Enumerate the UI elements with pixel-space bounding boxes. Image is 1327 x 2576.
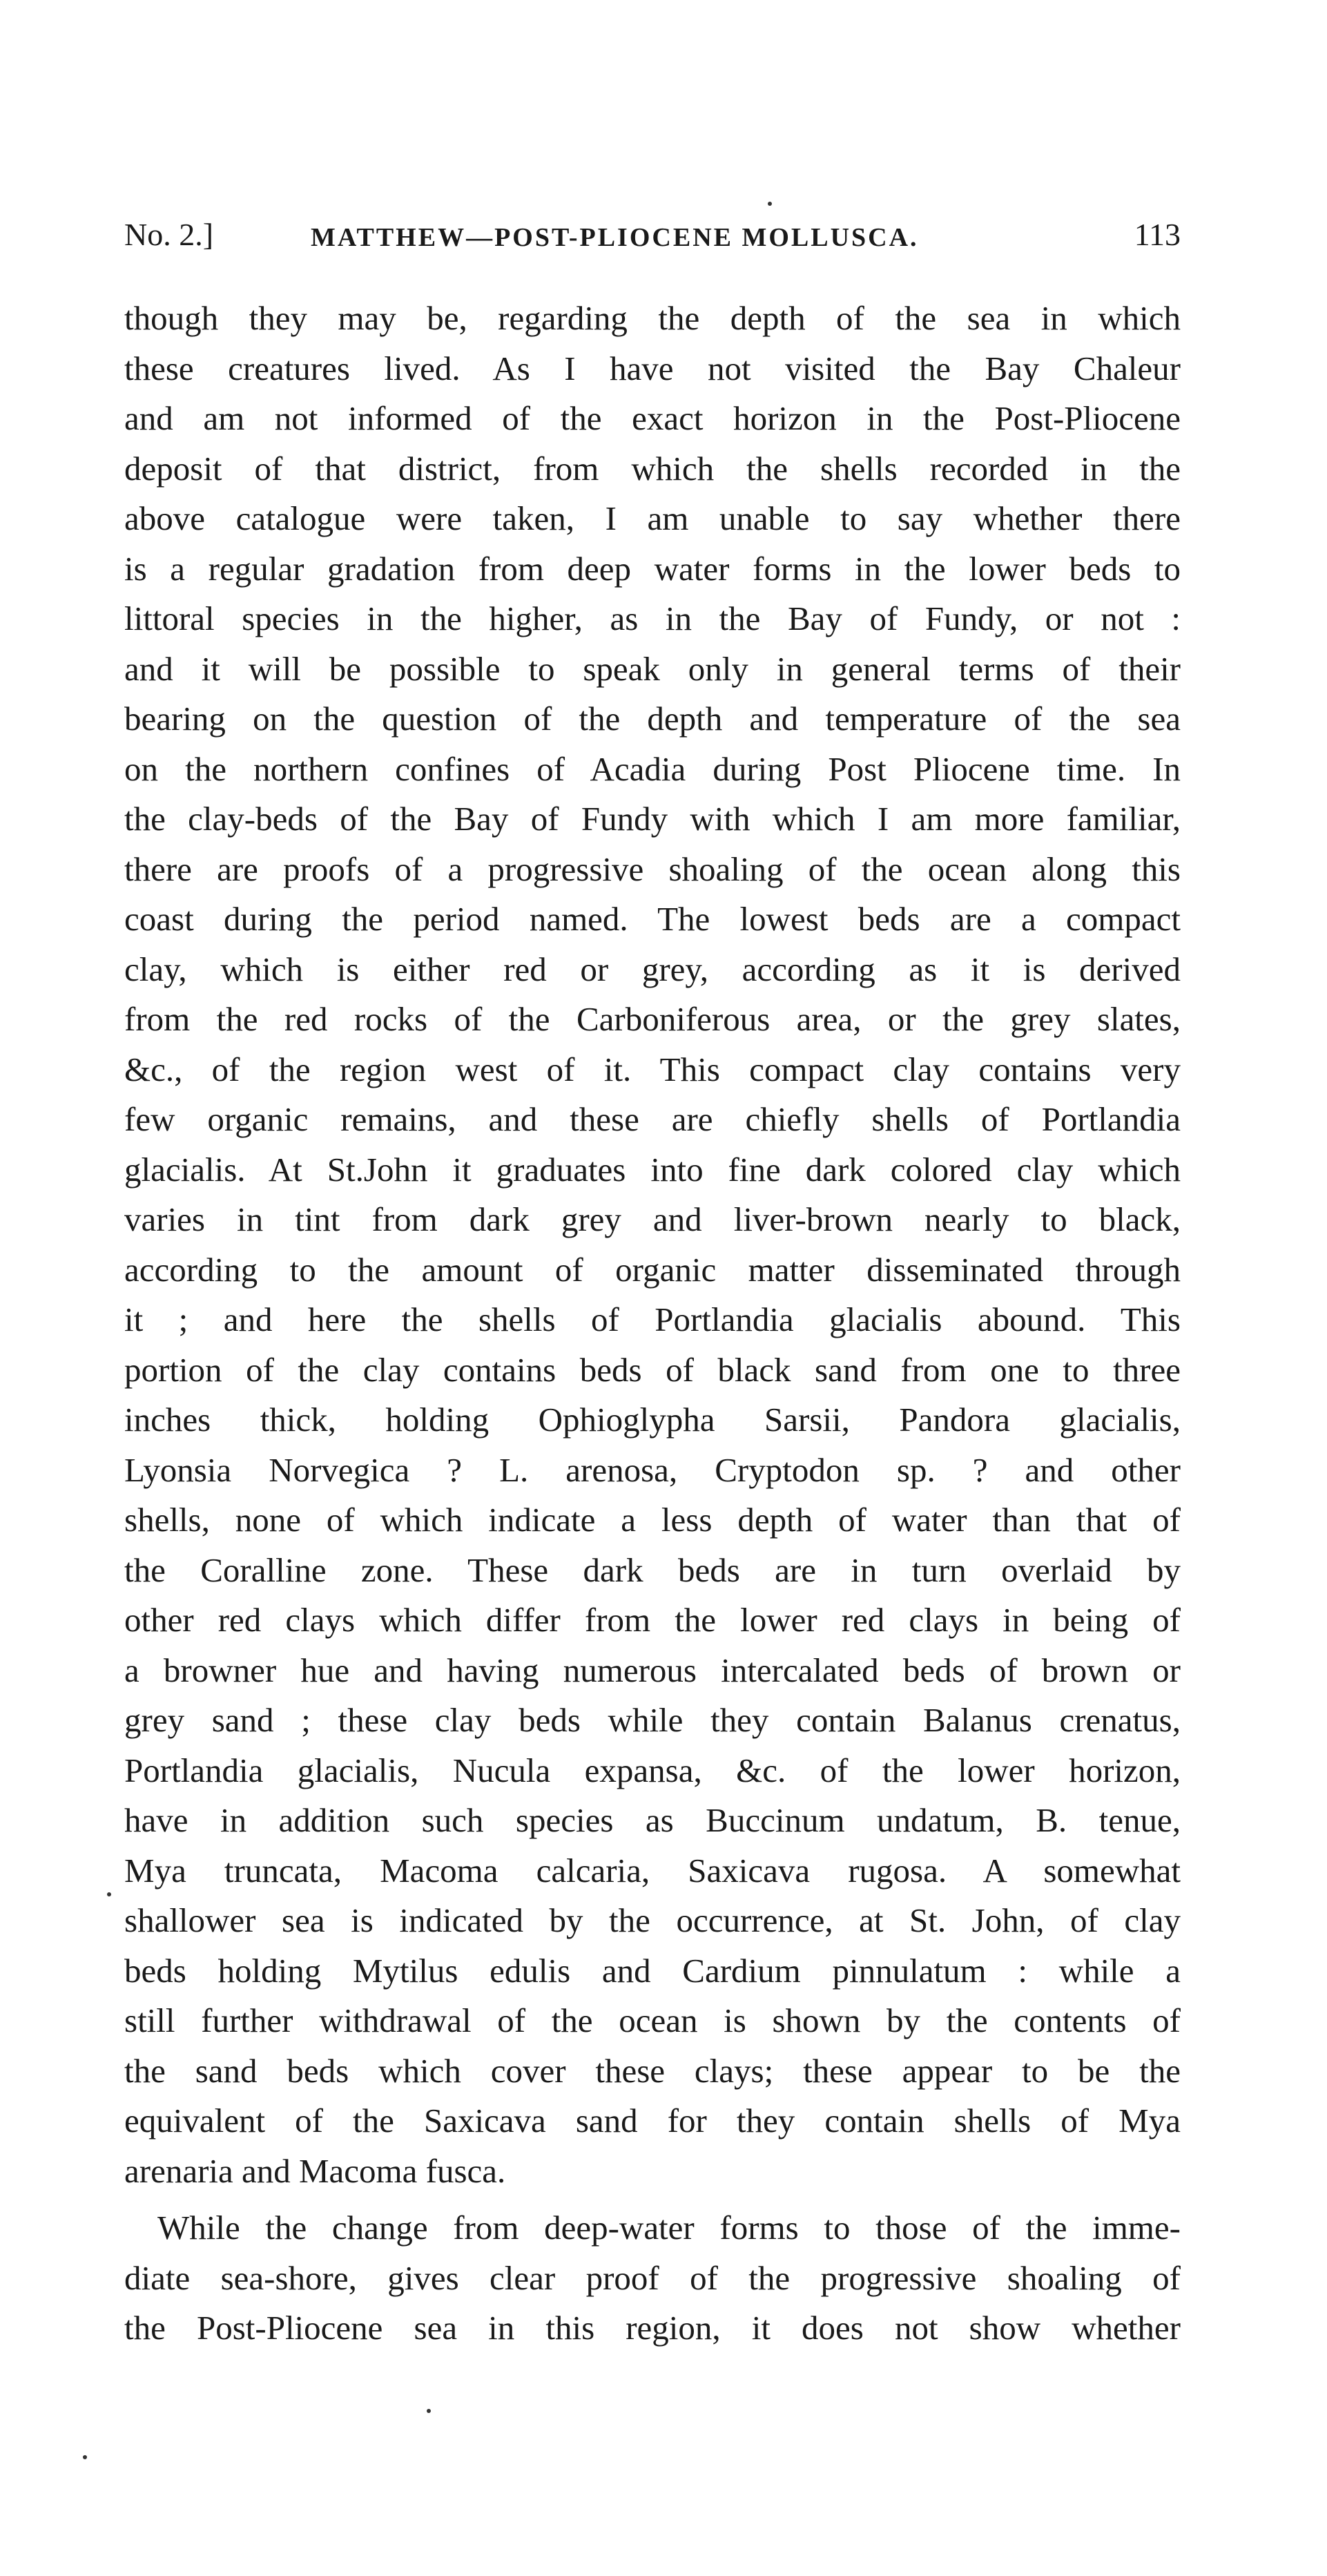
text-line: the clay-beds of the Bay of Fundy with which I am more familiar, (124, 800, 1181, 838)
text-line: portion of the clay contains beds of black sand from one to three (124, 1350, 1181, 1389)
text-line: and it will be possible to speak only in general terms of their (124, 649, 1181, 688)
print-speck (83, 2455, 87, 2459)
paragraph-gap (124, 2196, 1181, 2203)
text-line: though they may be, regarding the depth of the sea in which (124, 299, 1181, 337)
body-text (124, 294, 1181, 2354)
text-line: few organic remains, and these are chiefly shells of Portlandia (124, 1100, 1181, 1138)
text-line: clay, which is either red or grey, according as it is derived (124, 950, 1181, 988)
paragraph-2 (124, 2203, 1181, 2354)
text-line: have in addition such species as Buccinum undatum, B. tenue, (124, 1801, 1181, 1839)
print-speck (107, 1892, 111, 1896)
text-line: bearing on the question of the depth and temperature of the sea (124, 700, 1181, 738)
text-line: is a regular gradation from deep water forms in the lower beds to (124, 549, 1181, 588)
running-head (124, 214, 1181, 256)
text-line: inches thick, holding Ophioglypha Sarsii, Pandora glacialis, (124, 1401, 1181, 1439)
text-line: other red clays which differ from the lower red clays in being of (124, 1601, 1181, 1639)
issue-number: No. 2.] (124, 217, 214, 252)
text-line: Portlandia glacialis, Nucula expansa, &c. of the lower horizon, (124, 1751, 1181, 1789)
paragraph-1 (124, 294, 1181, 2196)
running-title: MATTHEW—POST-PLIOCENE MOLLUSCA. (311, 223, 919, 252)
print-speck (768, 202, 772, 206)
text-line: the sand beds which cover these clays; these appear to be the (124, 2051, 1181, 2090)
text-line: glacialis. At St.John it graduates into fine dark colored clay which (124, 1150, 1181, 1189)
text-line: the Post-Pliocene sea in this region, it does not show whether (124, 2309, 1181, 2347)
text-line: deposit of that district, from which the shells recorded in the (124, 449, 1181, 488)
text-line: and am not informed of the exact horizon in the Post-Pliocene (124, 399, 1181, 437)
text-line: there are proofs of a progressive shoaling of the ocean along this (124, 849, 1181, 888)
text-line: shallower sea is indicated by the occurrence, at St. John, of clay (124, 1901, 1181, 1939)
print-speck (427, 2409, 431, 2413)
text-line: above catalogue were taken, I am unable to say whether there (124, 499, 1181, 537)
text-line: these creatures lived. As I have not visited the Bay Chaleur (124, 349, 1181, 387)
text-line: equivalent of the Saxicava sand for they contain shells of Mya (124, 2102, 1181, 2140)
text-line: Lyonsia Norvegica ? L. arenosa, Cryptodon sp. ? and other (124, 1450, 1181, 1489)
text-line: from the red rocks of the Carboniferous area, or the grey slates, (124, 1000, 1181, 1038)
text-line: still further withdrawal of the ocean is shown by the contents of (124, 2001, 1181, 2039)
text-line: grey sand ; these clay beds while they contain Balanus crenatus, (124, 1701, 1181, 1739)
text-line: it ; and here the shells of Portlandia glacialis abound. This (124, 1300, 1181, 1338)
text-line: the Coralline zone. These dark beds are in turn overlaid by (124, 1550, 1181, 1589)
text-line: shells, none of which indicate a less depth of water than that of (124, 1501, 1181, 1539)
page-number: 113 (1134, 217, 1181, 252)
text-line: diate sea-shore, gives clear proof of the progressive shoaling of (124, 2258, 1181, 2297)
text-line: While the change from deep-water forms to those of the imme- (157, 2209, 1181, 2247)
text-line: coast during the period named. The lowest beds are a compact (124, 900, 1181, 938)
text-line: Mya truncata, Macoma calcaria, Saxicava rugosa. A somewhat (124, 1851, 1181, 1890)
text-line: a browner hue and having numerous intercalated beds of brown or (124, 1651, 1181, 1689)
text-line: on the northern confines of Acadia during Post Pliocene time. In (124, 749, 1181, 788)
text-line: &c., of the region west of it. This compact clay contains very (124, 1050, 1181, 1088)
text-line: according to the amount of organic matter disseminated through (124, 1250, 1181, 1289)
text-line: varies in tint from dark grey and liver-brown nearly to black, (124, 1200, 1181, 1238)
text-line: arenaria and Macoma fusca. (124, 2151, 506, 2190)
text-line: beds holding Mytilus edulis and Cardium pinnulatum : while a (124, 1951, 1181, 1990)
text-line: littoral species in the higher, as in the Bay of Fundy, or not : (124, 599, 1181, 637)
